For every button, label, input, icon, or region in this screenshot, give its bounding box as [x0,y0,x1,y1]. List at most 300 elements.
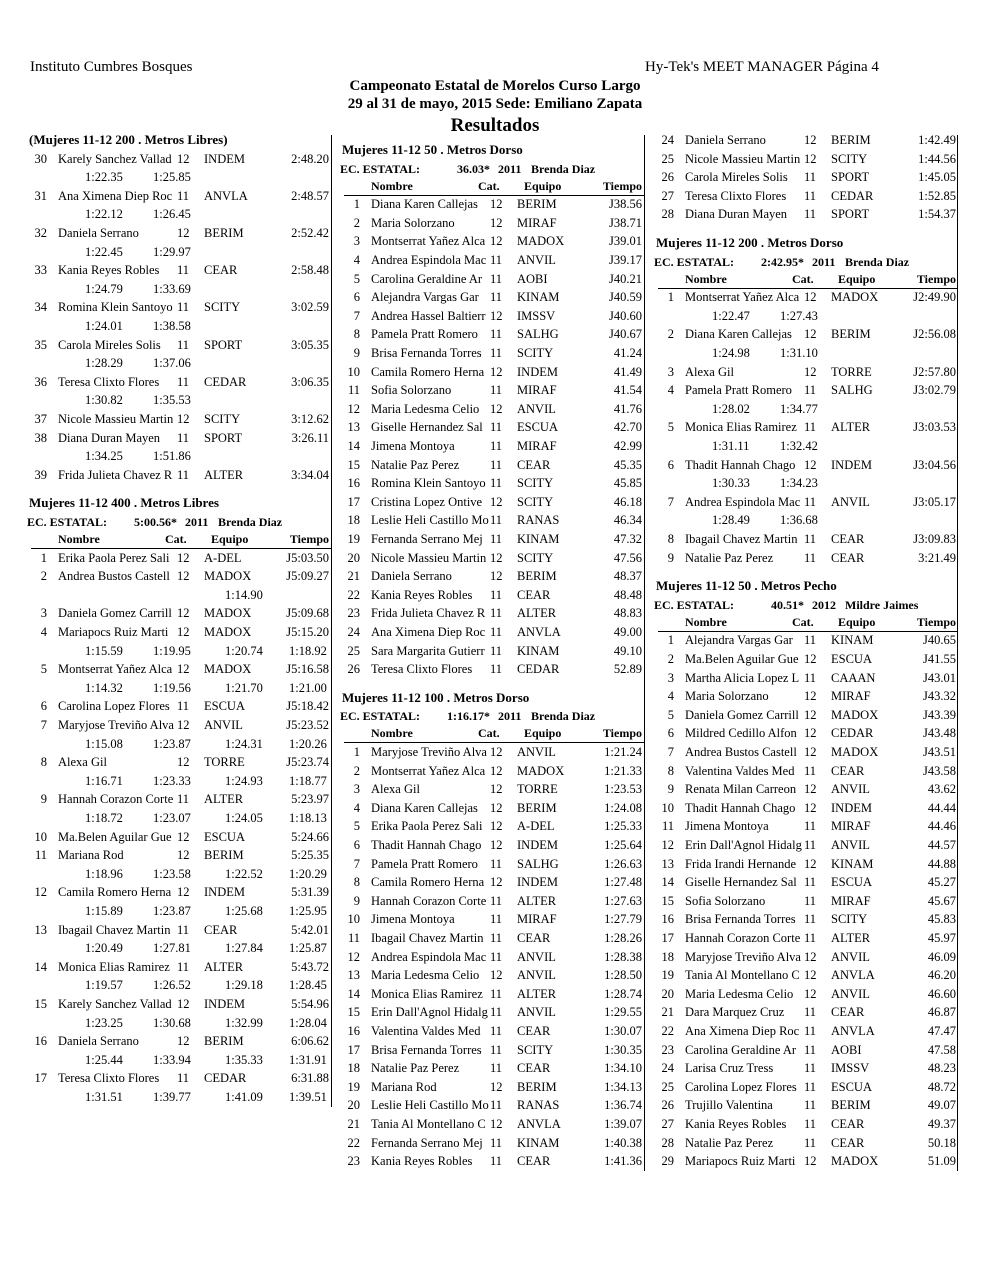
result-row [652,1059,958,1078]
split-times [25,1014,331,1033]
result-row [25,466,331,485]
result-row [25,567,331,586]
age-category: 11 [177,699,190,714]
age-category: 11 [490,986,503,1001]
team-code: CAAAN [831,670,876,685]
team-code: BERIM [831,327,871,342]
age-category: 11 [804,532,817,546]
result-row [25,261,331,280]
team-code: ANVIL [831,494,870,509]
swimmer-name: Nicole Massieu Martin [685,151,801,166]
team-code: INDEM [517,364,558,379]
split-time: 1:19.95 [153,643,191,658]
place: 3 [353,234,360,249]
age-category: 11 [804,1061,817,1076]
swimmer-name: Monica Elias Ramirez [685,420,797,435]
place: 15 [661,893,674,908]
final-time: J3:04.56 [913,457,956,472]
team-code: ANVIL [517,968,556,983]
age-category: 11 [804,1117,817,1131]
team-code: ALTER [517,606,557,621]
team-code: MIRAF [831,689,871,704]
split-time: 1:29.97 [153,244,191,259]
result-row [338,586,644,605]
age-category: 11 [804,420,817,435]
result-row [25,429,331,448]
event-title [338,141,644,160]
header-cat: Cat. [478,726,500,741]
swimmer-name: Natalie Paz Perez [685,550,774,565]
place: 20 [661,986,674,1001]
team-code: ANVIL [831,986,870,1001]
swimmer-name: Thadit Hannah Chago [685,457,796,472]
result-row [338,270,644,289]
age-category: 11 [804,633,817,648]
place: 20 [347,550,360,565]
meet-subtitle: 29 al 31 de mayo, 2015 Sede: Emiliano Zapata [347,96,643,112]
split-time: 1:25.85 [153,170,191,185]
swimmer-name: Kania Reyes Robles [371,1154,473,1169]
split-time: 1:24.79 [85,281,123,296]
swimmer-name: Trujillo Valentina [685,1098,773,1113]
swimmer-name: Teresa Clixto Flores [58,1071,160,1086]
event-title [338,689,644,708]
team-code: INDEM [517,875,558,890]
place: 19 [347,1079,360,1094]
place: 12 [347,949,360,964]
swimmer-name: Renata Milan Carreon [685,782,797,797]
swimmer-name: Diana Duran Mayen [58,430,161,445]
age-category: 11 [490,1061,503,1076]
result-row [652,456,958,475]
team-code: BERIM [517,197,557,212]
result-row [338,817,644,836]
swimmer-name: Jimena Montoya [371,439,455,453]
split-time: 1:18.13 [289,811,327,825]
team-code: CEDAR [831,726,874,741]
swimmer-name: Teresa Clixto Flores [371,662,473,677]
header-team: Equipo [524,178,562,193]
swimmer-name: Montserrat Yañez Alca [371,234,486,249]
split-time: 1:41.09 [225,1090,263,1104]
team-code: CEDAR [517,662,560,677]
team-code: ANVIL [831,838,870,852]
age-category: 11 [177,374,190,389]
final-time: J43.01 [923,670,956,685]
place: 11 [347,383,360,398]
swimmer-name: Kania Reyes Robles [58,263,160,278]
final-time: 45.85 [613,476,642,491]
split-time: 1:16.71 [85,773,123,788]
result-row [25,790,331,809]
final-time: 47.56 [613,550,642,565]
final-time: J2:57.80 [913,364,956,379]
place: 22 [347,1135,360,1150]
swimmer-name: Karely Sanchez Vallad [58,997,172,1011]
team-code: KINAM [517,290,560,305]
age-category: 11 [177,188,190,203]
final-time: 5:24.66 [291,829,329,844]
age-category: 11 [804,875,817,890]
column-header [25,530,331,549]
final-time: 1:52.85 [918,188,956,203]
place: 8 [353,875,360,890]
swimmer-name: Diana Duran Mayen [685,207,788,222]
final-time: J5:09.68 [286,606,329,621]
age-category: 11 [490,457,503,472]
team-code: INDEM [831,800,872,815]
swimmer-name: Frida Irandi Hernande [685,856,797,871]
result-row [338,344,644,363]
result-row [652,892,958,911]
place: 2 [353,215,360,230]
final-time: 50.18 [927,1135,956,1150]
age-category: 12 [490,763,503,778]
final-time: 42.70 [613,420,642,435]
split-time: 1:25.68 [225,904,263,918]
place: 22 [661,1024,674,1038]
split-time: 1:27.81 [153,941,191,956]
team-code: MADOX [204,606,252,621]
split-time: 1:39.77 [153,1090,191,1104]
place: 7 [667,494,674,509]
header-name: Nombre [371,726,413,741]
final-time: 46.60 [927,986,956,1001]
final-time: 1:26.63 [604,856,642,871]
final-time: J5:16.58 [286,662,329,677]
split-time: 1:25.44 [85,1052,123,1067]
place: 28 [661,1135,674,1150]
age-category: 12 [177,226,190,240]
place: 7 [40,718,47,732]
final-time: 45.97 [927,931,956,945]
split-time: 1:30.68 [153,1015,191,1030]
swimmer-name: Andrea Espindola Mac [371,949,487,964]
age-category: 11 [490,587,503,602]
age-category: 12 [804,364,817,379]
swimmer-name: Kania Reyes Robles [685,1117,787,1131]
state-record [652,253,958,269]
team-code: KINAM [831,633,874,648]
place: 8 [667,532,674,546]
place: 16 [347,476,360,491]
swimmer-name: Andrea Espindola Mac [685,494,801,509]
swimmer-name: Hannah Corazon Corte [371,893,487,908]
final-time: 49.10 [613,643,642,658]
team-code: CEDAR [831,188,874,203]
age-category: 11 [490,1005,503,1020]
age-category: 12 [177,412,190,426]
age-category: 12 [804,151,817,166]
split-time: 1:19.57 [85,978,123,993]
team-code: SCITY [204,300,241,315]
result-row [652,1003,958,1022]
result-row [25,336,331,355]
age-category: 12 [177,625,190,639]
place: 5 [353,819,360,834]
event-title [25,131,331,150]
event-title [652,234,958,253]
final-time: 44.57 [927,838,956,852]
state-record [338,707,644,723]
swimmer-name: Daniela Gomez Carrill [58,606,172,621]
final-time: 46.20 [927,968,956,983]
header-time: Tiempo [602,178,642,193]
result-row [652,1096,958,1115]
header-team: Equipo [524,726,562,741]
column-divider [331,135,332,1107]
final-time: 48.23 [927,1061,956,1076]
final-time: J3:05.17 [913,494,956,509]
team-code: MADOX [831,290,879,305]
result-row [25,549,331,568]
final-time: 51.09 [927,1154,956,1169]
swimmer-name: Romina Klein Santoyo [371,476,486,491]
column-divider [644,135,645,1171]
place: 4 [667,383,674,398]
team-code: CEAR [831,1135,865,1150]
age-category: 12 [804,949,817,964]
final-time: 48.48 [613,587,642,602]
record-year: 2011 [498,161,522,176]
swimmer-name: Ibagail Chavez Martin [58,922,171,937]
swimmer-name: Teresa Clixto Flores [685,188,787,203]
swimmer-name: Mariapocs Ruiz Marti [685,1154,796,1169]
place: 3 [353,782,360,797]
result-row [652,150,958,169]
swimmer-name: Dara Marquez Cruz [685,1005,785,1020]
final-time: J40.21 [609,271,642,286]
age-category: 11 [804,819,817,834]
team-code: ANVIL [517,401,556,416]
final-time: 45.35 [613,457,642,472]
team-code: CEDAR [204,374,247,389]
age-category: 12 [177,1034,190,1049]
place: 21 [661,1005,674,1020]
final-time: J43.51 [923,745,956,759]
swimmer-name: Carolina Geraldine Ar [685,1042,797,1057]
team-code: MADOX [204,662,252,677]
place: 31 [34,188,47,203]
state-record [652,596,958,612]
split-time: 1:18.96 [85,866,123,881]
age-category: 12 [177,662,190,677]
split-time: 1:35.33 [225,1052,263,1067]
final-time: 1:28.74 [604,986,642,1001]
age-category: 11 [490,949,503,964]
place: 10 [347,364,360,379]
final-time: J5:23.74 [286,755,329,770]
split-time: 1:23.87 [153,736,191,751]
team-code: INDEM [204,151,245,166]
result-row [338,762,644,781]
team-code: MADOX [204,625,252,639]
team-code: ANVLA [517,625,561,639]
team-code: ALTER [517,893,557,908]
split-time: 1:36.68 [780,513,818,528]
swimmer-name: Ana Ximena Diep Roc [371,625,486,639]
final-time: 46.18 [613,494,642,509]
split-time: 1:20.29 [289,866,327,881]
place: 39 [34,467,47,482]
place: 21 [347,569,360,584]
final-time: 1:21.24 [604,745,642,759]
team-code: SPORT [204,337,243,352]
swimmer-name: Teresa Clixto Flores [58,374,160,389]
swimmer-name: Valentina Valdes Med [685,763,795,778]
split-time: 1:34.25 [85,449,123,464]
final-time: J38.56 [609,197,642,212]
place: 25 [661,1079,674,1094]
swimmer-name: Alejandra Vargas Gar [371,290,479,305]
team-code: KINAM [517,643,560,658]
team-code: BERIM [204,226,244,240]
result-row [652,650,958,669]
swimmer-name: Montserrat Yañez Alca [685,290,800,305]
final-time: J3:03.53 [913,420,956,435]
result-row [652,873,958,892]
team-code: BERIM [204,1034,244,1049]
swimmer-name: Andrea Hassel Baltierr [371,308,486,323]
age-category: 11 [177,467,190,482]
swimmer-name: Erika Paola Perez Sali [371,819,483,834]
final-time: 3:26.11 [291,430,329,445]
place: 22 [347,587,360,602]
final-time: J38.71 [609,215,642,230]
split-time: 1:28.04 [289,1015,327,1030]
age-category: 11 [804,170,817,185]
age-category: 11 [177,792,190,807]
swimmer-name: Leslie Heli Castillo Mo [371,513,489,528]
split-times [652,344,958,363]
final-time: 47.32 [613,532,642,546]
result-row [338,251,644,270]
split-time: 1:22.45 [85,244,123,259]
age-category: 11 [490,1135,503,1150]
split-time: 1:24.31 [225,736,263,751]
place: 17 [34,1071,47,1086]
swimmer-name: Diana Karen Callejas [685,327,792,342]
swimmer-name: Daniela Serrano [371,569,452,584]
age-category: 11 [804,494,817,509]
age-category: 12 [490,569,503,584]
result-row [338,418,644,437]
place: 25 [347,643,360,658]
event-name: (Mujeres 11-12 200 . Metros Libres) [29,132,228,147]
result-row [25,753,331,772]
age-category: 11 [804,1024,817,1038]
team-code: CEAR [517,457,551,472]
result-row [652,687,958,706]
split-times [25,865,331,884]
age-category: 11 [804,383,817,398]
place: 6 [40,699,47,714]
final-time: 41.54 [613,383,642,398]
header-time: Tiempo [916,271,956,286]
results-heading: Resultados [450,115,540,136]
place: 33 [34,263,47,278]
event-name: Mujeres 11-12 200 . Metros Dorso [656,235,844,250]
split-time: 1:26.45 [153,207,191,222]
final-time: J3:09.83 [913,532,956,546]
swimmer-name: Jimena Montoya [685,819,769,834]
team-code: CEAR [831,763,865,778]
final-time: J43.32 [923,689,956,704]
age-category: 11 [177,959,190,974]
place: 11 [347,931,360,945]
place: 1 [353,745,360,759]
result-row [338,929,644,948]
place: 14 [661,875,674,890]
team-code: MADOX [517,763,565,778]
final-time: J40.65 [923,633,956,648]
final-time: J5:09.27 [286,569,329,584]
final-time: 1:25.33 [604,819,642,834]
result-row [338,456,644,475]
final-time: 2:48.57 [291,188,329,203]
place: 27 [661,1117,674,1131]
team-code: INDEM [831,457,872,472]
place: 26 [661,170,674,185]
final-time: 48.83 [613,606,642,621]
split-times [25,391,331,410]
place: 29 [661,1154,674,1169]
split-time: 1:21.00 [289,680,327,695]
age-category: 12 [490,968,503,983]
header-team: Equipo [838,271,876,286]
final-time: 5:25.35 [291,848,329,863]
final-time: J5:23.52 [286,718,329,732]
split-times [25,976,331,995]
meet-title: Campeonato Estatal de Morelos Curso Largo [349,78,641,94]
result-row [338,549,644,568]
team-code: SCITY [831,151,868,166]
result-row [652,131,958,150]
event-name: Mujeres 11-12 400 . Metros Libres [29,495,219,511]
final-time: 49.00 [613,625,642,639]
record-holder: Brenda Diaz [531,709,596,724]
result-row [338,1115,644,1134]
team-code: ALTER [517,986,557,1001]
swimmer-name: Daniela Serrano [58,1034,139,1049]
swimmer-name: Jimena Montoya [371,912,455,927]
place: 12 [347,401,360,416]
final-time: 5:23.97 [291,792,329,807]
age-category: 12 [490,234,503,249]
place: 26 [661,1098,674,1113]
swimmer-name: Maria Ledesma Celio [685,986,794,1001]
age-category: 12 [177,829,190,844]
team-code: INDEM [204,997,245,1011]
age-category: 11 [490,1024,503,1038]
result-row [338,1078,644,1097]
swimmer-name: Maria Solorzano [685,689,769,704]
result-row [652,724,958,743]
swimmer-name: Brisa Fernanda Torres [371,346,482,360]
team-code: ALTER [831,931,871,945]
result-row [652,1022,958,1041]
split-time: 1:24.93 [225,773,263,788]
split-time: 1:33.94 [153,1052,191,1067]
split-time: 1:22.35 [85,170,123,185]
result-row [652,187,958,206]
age-category: 11 [804,1042,817,1057]
final-time: 2:48.20 [291,151,329,166]
team-code: ESCUA [204,829,245,844]
swimmer-name: Diana Karen Callejas [371,197,478,212]
result-row [652,381,958,400]
place: 3 [667,364,674,379]
